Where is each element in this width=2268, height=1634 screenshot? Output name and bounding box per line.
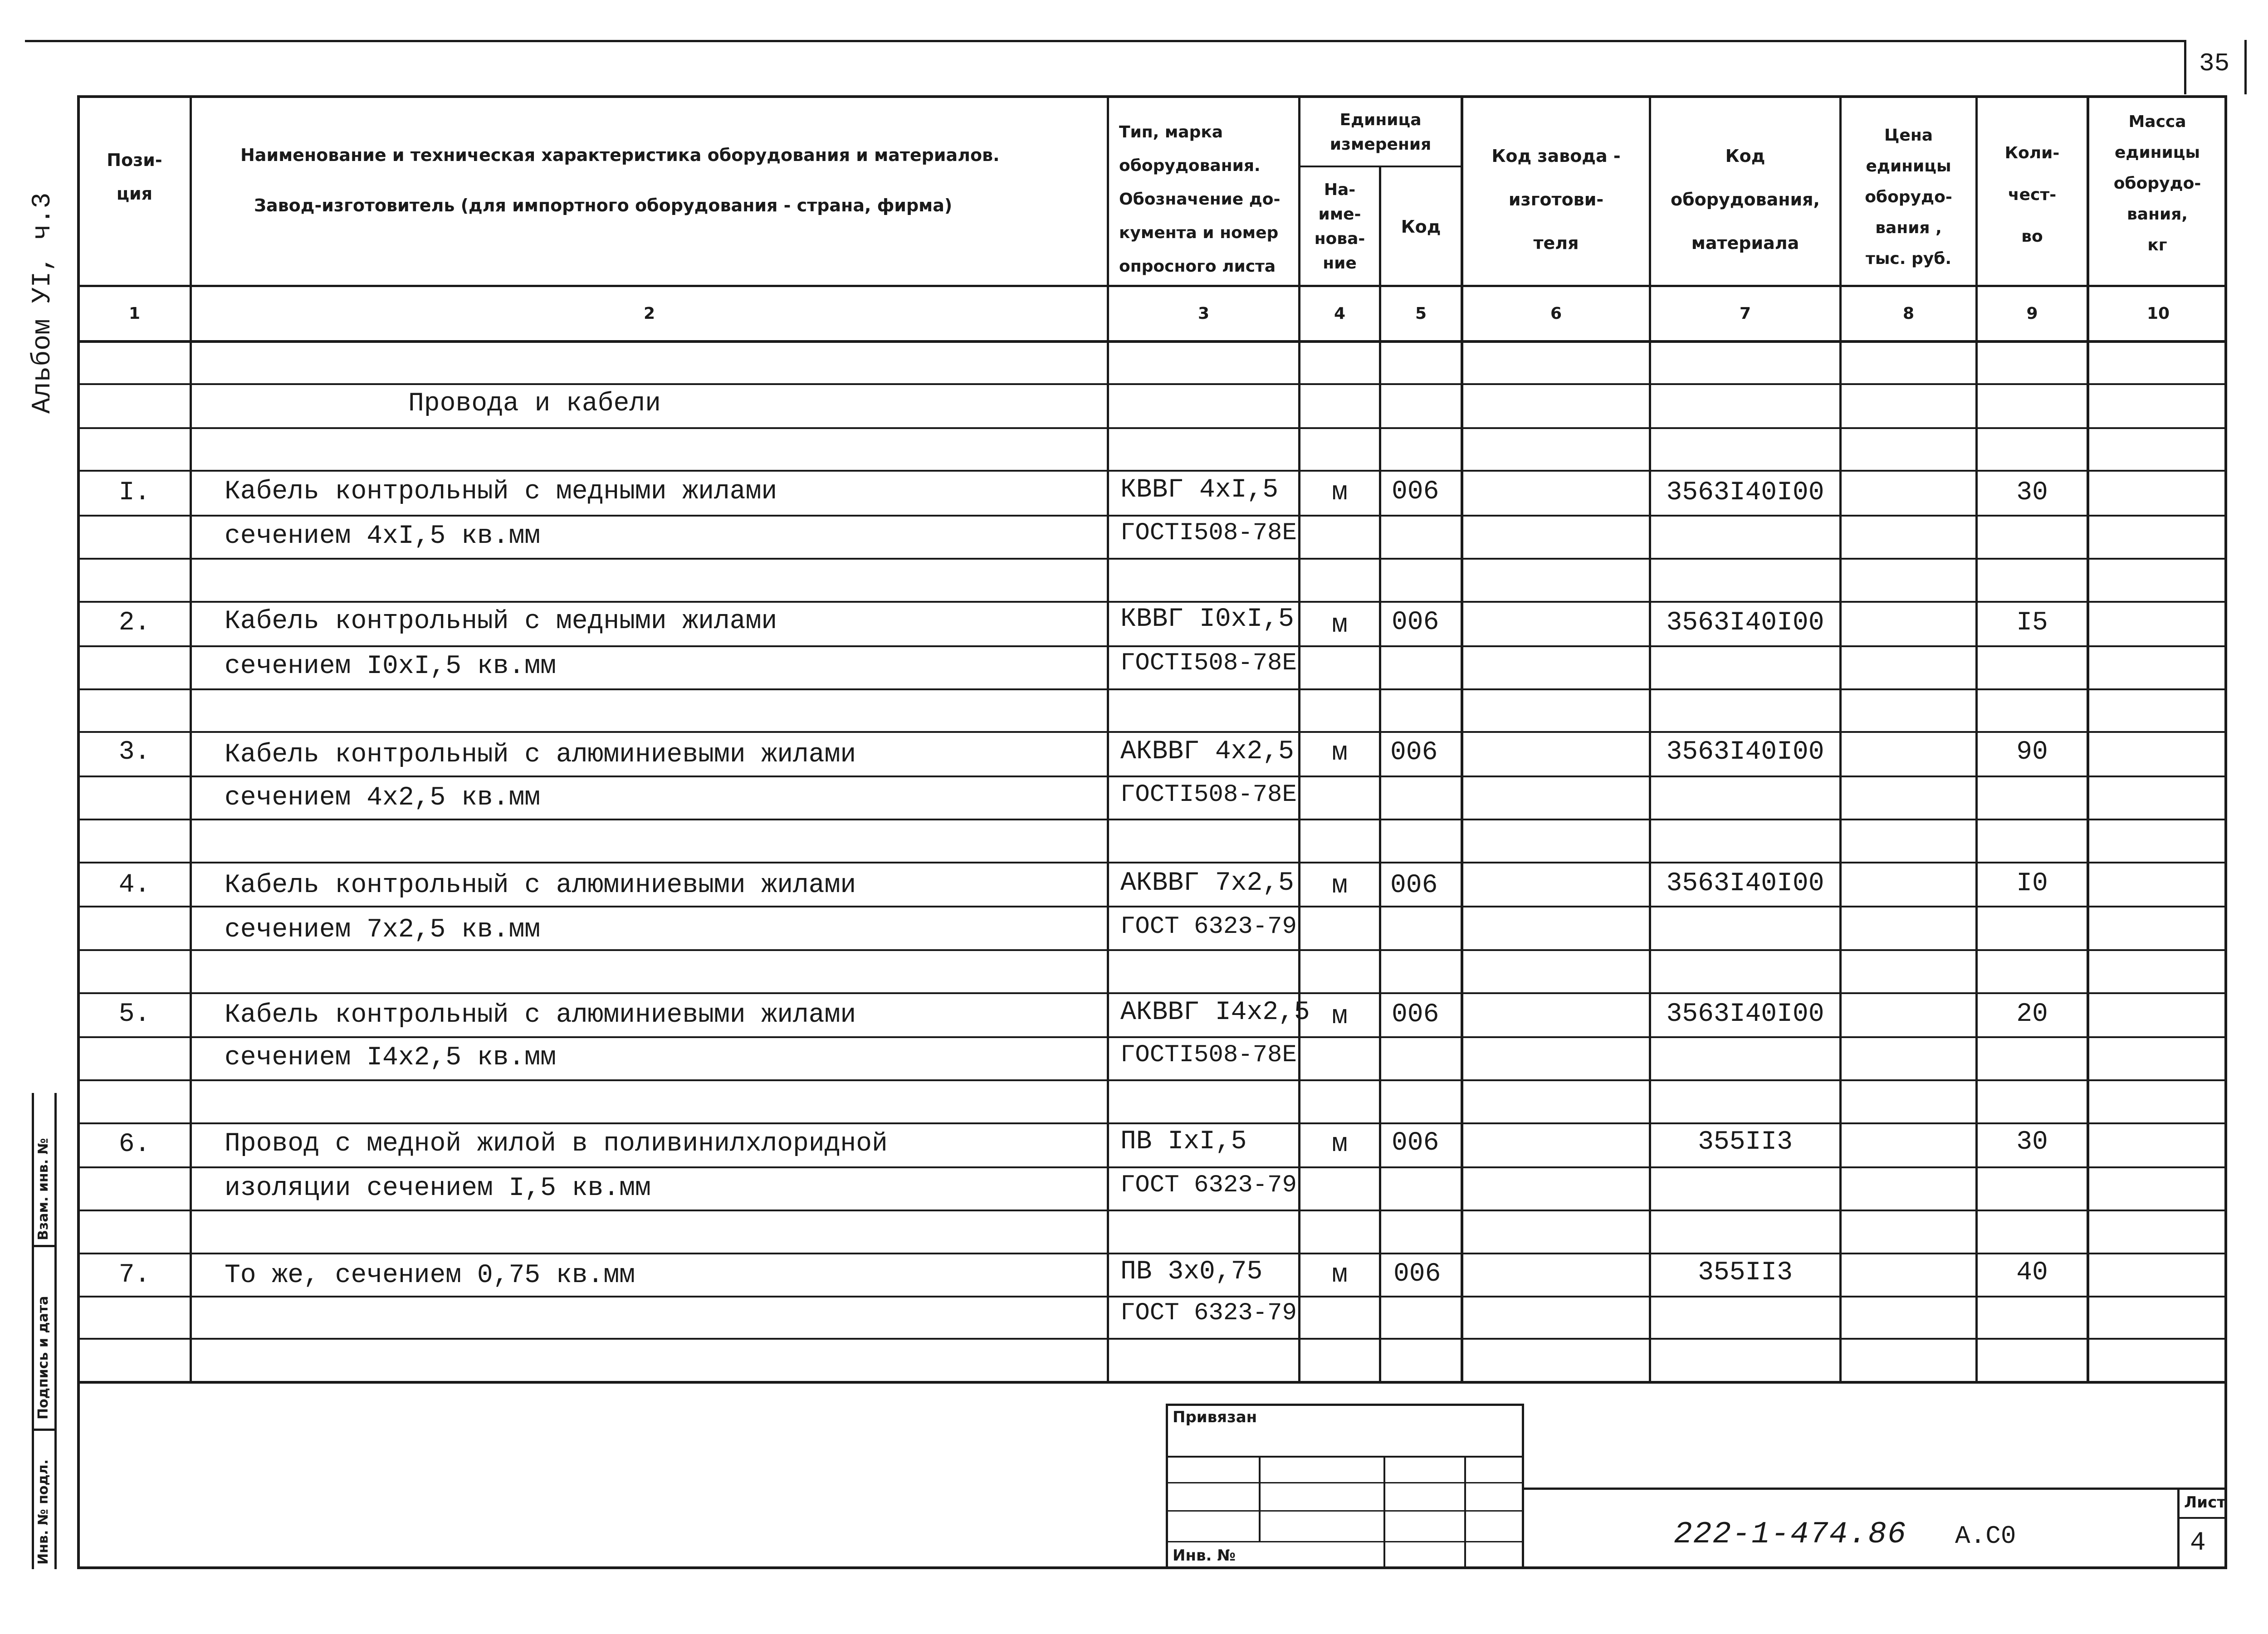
row3-type-line1: АКВВГ 4х2,5 (1120, 737, 1294, 766)
row6-unit-code: 006 (1392, 1128, 1439, 1158)
row-line (77, 558, 2227, 560)
privyazan-row (1166, 1510, 1524, 1512)
row-line (77, 601, 2227, 603)
row-line (77, 688, 2227, 690)
row-line (77, 1210, 2227, 1211)
row3-equip-code: 3563I40I00 (1666, 737, 1824, 767)
row3-name-line1: Кабель контрольный с алюминиевыми жилами (225, 740, 856, 770)
page-number: 35 (2199, 49, 2230, 78)
row-line (77, 427, 2227, 429)
header-col3-l4: кумента и номер (1119, 224, 1279, 242)
colnum-6: 6 (1550, 304, 1562, 323)
header-col4-l4: ние (1323, 254, 1357, 273)
header-col10-l1: Масса (2128, 112, 2186, 131)
row2-equip-code: 3563I40I00 (1666, 608, 1824, 638)
margin-strip-div1 (32, 1245, 57, 1247)
header-col3-l3: Обозначение до- (1119, 190, 1281, 209)
header-col3 (1109, 116, 1298, 283)
row-line (77, 470, 2227, 472)
header-col7-l2: оборудования, (1671, 190, 1820, 210)
row2-name-line2: сечением I0хI,5 кв.мм (225, 652, 556, 681)
list-label: Лист (2184, 1493, 2226, 1512)
privyazan-divider (1166, 1456, 1524, 1458)
header-col4-l3: нова- (1314, 229, 1365, 248)
row1-type-line1: КВВГ 4хI,5 (1120, 475, 1279, 505)
row-line (77, 819, 2227, 820)
row5-name-line2: сечением I4х2,5 кв.мм (225, 1043, 556, 1073)
header-unit-group (1300, 101, 1461, 164)
row2-unit-code: 006 (1392, 608, 1439, 637)
row6-type-line2: ГОСТ 6323-79 (1120, 1171, 1297, 1199)
row2-type-line1: КВВГ I0хI,5 (1120, 605, 1294, 634)
album-label: Альбом УI, ч.3 (28, 192, 58, 414)
row7-equip-code: 355II3 (1698, 1258, 1793, 1288)
header-col10-l2: единицы (2114, 143, 2200, 162)
row-line (77, 1166, 2227, 1168)
header-col6 (1463, 132, 1649, 268)
row7-name-line1: То же, сечением 0,75 кв.мм (225, 1261, 635, 1290)
row7-type-line1: ПВ 3х0,75 (1120, 1257, 1263, 1287)
header-col3-l5: опросного листа (1119, 257, 1276, 276)
colnum-bottom-line (77, 340, 2227, 343)
header-unit-l1: Единица (1339, 111, 1422, 129)
row4-name-line2: сечением 7х2,5 кв.мм (225, 915, 541, 945)
row1-name-line1: Кабель контрольный с медными жилами (225, 477, 777, 507)
row-line (77, 1079, 2227, 1081)
row6-unit: м (1332, 1129, 1348, 1159)
header-col6-l2: изготови- (1508, 190, 1604, 210)
colnum-9: 9 (2026, 304, 2038, 323)
row5-unit-code: 006 (1392, 1000, 1439, 1029)
row-line (77, 992, 2227, 994)
row2-name-line1: Кабель контрольный с медными жилами (225, 607, 777, 636)
margin-strip-div2 (32, 1429, 57, 1431)
row4-qty: I0 (2016, 868, 2048, 898)
row6-name-line2: изоляции сечением I,5 кв.мм (225, 1174, 651, 1203)
colnum-5: 5 (1415, 304, 1427, 323)
privyazan-row (1166, 1482, 1524, 1483)
title-block-top (1524, 1488, 2227, 1490)
row1-qty: 30 (2016, 478, 2048, 507)
row2-qty: I5 (2016, 608, 2048, 638)
privyazan-col (1259, 1456, 1261, 1541)
row7-unit: м (1332, 1260, 1348, 1290)
header-col10-l3: оборудо- (2113, 174, 2201, 193)
privyazan-col (1383, 1456, 1385, 1569)
margin-label-inv-podl: Инв. № подл. (35, 1459, 51, 1565)
header-unit-l2: измерения (1330, 135, 1432, 154)
colnum-2: 2 (643, 304, 655, 323)
row7-qty: 40 (2016, 1258, 2048, 1288)
row-line (77, 1296, 2227, 1297)
header-col4-l2: име- (1318, 205, 1361, 224)
inv-no-label: Инв. № (1173, 1546, 1236, 1565)
header-col5: Код (1401, 217, 1441, 237)
header-col1 (79, 145, 190, 209)
row1-position: I. (118, 478, 151, 507)
header-col9-l3: во (2021, 227, 2043, 246)
list-box-divider (2177, 1517, 2227, 1519)
header-col7 (1651, 132, 1839, 268)
row5-type-line2: ГОСТI508-78Е (1120, 1041, 1297, 1069)
top-rule (25, 40, 2184, 42)
row7-position: 7. (118, 1260, 151, 1290)
header-col6-l3: теля (1533, 233, 1579, 253)
header-col8 (1842, 113, 1975, 281)
row1-unit: м (1332, 478, 1348, 507)
row6-name-line1: Провод с медной жилой в поливинилхлоридной (225, 1129, 888, 1159)
row-line (77, 1253, 2227, 1254)
row4-type-line1: АКВВГ 7х2,5 (1120, 868, 1294, 898)
margin-strip-right (54, 1093, 57, 1569)
sheet-code: А.С0 (1955, 1522, 2016, 1551)
list-box-left (2177, 1488, 2180, 1569)
row4-position: 4. (118, 870, 151, 900)
page-number-box-right (2244, 40, 2247, 94)
row3-qty: 90 (2016, 737, 2048, 767)
row1-equip-code: 3563I40I00 (1666, 478, 1824, 507)
page-number-box-left (2184, 40, 2186, 94)
row-line (77, 731, 2227, 733)
header-col4-l1: На- (1324, 180, 1356, 199)
row-line (77, 949, 2227, 951)
row4-name-line1: Кабель контрольный с алюминиевыми жилами (225, 871, 856, 900)
privyazan-row (1166, 1541, 1524, 1542)
header-col3-l2: оборудования. (1119, 156, 1261, 175)
header-col10-l4: вания, (2127, 205, 2188, 224)
row6-type-line1: ПВ IхI,5 (1120, 1127, 1247, 1156)
row2-position: 2. (118, 608, 151, 638)
row-line (77, 515, 2227, 517)
row6-equip-code: 355II3 (1698, 1127, 1793, 1157)
row5-equip-code: 3563I40I00 (1666, 999, 1824, 1029)
row-line (77, 906, 2227, 907)
header-col7-l3: материала (1691, 233, 1799, 253)
row7-type-line2: ГОСТ 6323-79 (1120, 1299, 1297, 1327)
row-line (77, 1338, 2227, 1340)
row5-type-line1: АКВВГ I4х2,5 (1120, 998, 1310, 1027)
row3-unit-code: 006 (1390, 738, 1438, 767)
row-line (77, 1036, 2227, 1038)
header-col8-l2: единицы (1866, 157, 1951, 176)
row7-unit-code: 006 (1393, 1259, 1441, 1289)
list-number: 4 (2190, 1528, 2206, 1558)
colnum-4: 4 (1334, 304, 1346, 323)
header-col9 (1978, 127, 2087, 263)
row2-type-line2: ГОСТI508-78Е (1120, 649, 1297, 677)
header-col2-line2: Завод-изготовитель (для импортного оборудования - страна, фирма) (254, 195, 953, 215)
header-col8-l5: тыс. руб. (1865, 249, 1952, 268)
header-col10 (2089, 107, 2225, 261)
header-col9-l1: Коли- (2004, 144, 2060, 162)
colnum-7: 7 (1739, 304, 1751, 323)
header-col9-l2: чест- (2008, 185, 2057, 204)
row-line (77, 862, 2227, 863)
row2-unit: м (1332, 610, 1348, 640)
header-col8-l3: оборудо- (1865, 188, 1952, 206)
header-col8-l1: Цена (1884, 126, 1933, 145)
row-line (77, 645, 2227, 647)
row5-unit: м (1332, 1001, 1348, 1031)
row3-unit: м (1332, 738, 1348, 768)
row3-name-line2: сечением 4х2,5 кв.мм (225, 783, 541, 813)
row3-position: 3. (118, 737, 151, 767)
margin-label-podpis: Подпись и дата (35, 1296, 51, 1419)
document-designation: 222-1-474.86 (1674, 1517, 1907, 1552)
privyazan-label: Привязан (1173, 1408, 1257, 1426)
row-line (77, 1122, 2227, 1124)
row4-unit-code: 006 (1390, 871, 1438, 900)
row1-name-line2: сечением 4хI,5 кв.мм (225, 522, 541, 551)
row3-type-line2: ГОСТI508-78Е (1120, 781, 1297, 809)
section-title: Провода и кабели (408, 389, 661, 419)
header-col1-l1: Пози- (107, 150, 162, 170)
row-line (77, 383, 2227, 385)
col-line-4 (1379, 166, 1381, 1383)
row1-unit-code: 006 (1392, 477, 1439, 507)
header-col4 (1300, 170, 1379, 283)
row4-unit: м (1332, 871, 1348, 901)
colnum-8: 8 (1902, 304, 1915, 323)
header-col8-l4: вания , (1875, 219, 1942, 237)
margin-label-vzam: Взам. инв. № (35, 1138, 51, 1240)
header-col10-l5: кг (2147, 236, 2167, 254)
header-col6-l1: Код завода - (1491, 146, 1621, 166)
row6-position: 6. (118, 1129, 151, 1159)
row5-qty: 20 (2016, 999, 2048, 1029)
row6-qty: 30 (2016, 1127, 2048, 1157)
colnum-10: 10 (2146, 304, 2170, 323)
header-col3-l1: Тип, марка (1119, 123, 1223, 141)
table-bottom-line (77, 1381, 2227, 1384)
header-col1-l2: ция (116, 184, 153, 204)
colnum-1: 1 (128, 304, 141, 323)
header-col2-line1: Наименование и техническая характеристика оборудования и материалов. (240, 145, 1000, 165)
header-col7-l1: Код (1725, 146, 1765, 166)
row5-name-line1: Кабель контрольный с алюминиевыми жилами (225, 1000, 856, 1030)
colnum-3: 3 (1198, 304, 1210, 323)
row4-equip-code: 3563I40I00 (1666, 868, 1824, 898)
row5-position: 5. (118, 999, 151, 1029)
row4-type-line2: ГОСТ 6323-79 (1120, 913, 1297, 941)
row1-type-line2: ГОСТI508-78Е (1120, 519, 1297, 547)
privyazan-col (1464, 1456, 1466, 1569)
row-line (77, 776, 2227, 777)
